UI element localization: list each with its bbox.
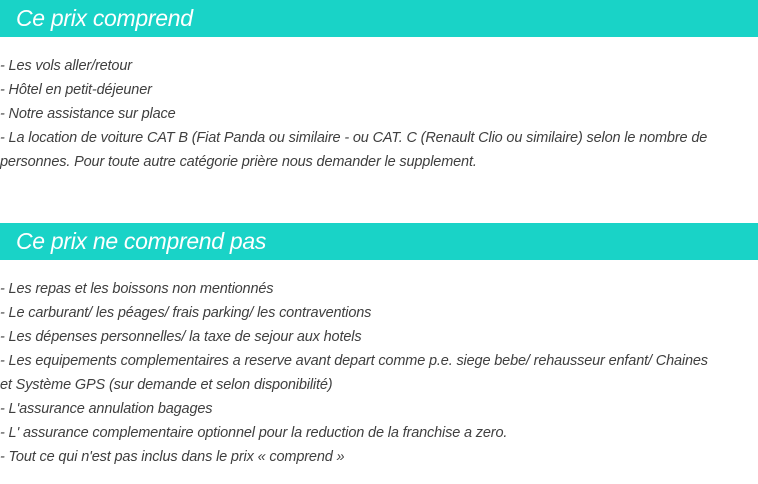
list-item: - Les dépenses personnelles/ la taxe de sejour aux hotels <box>0 329 362 345</box>
price-includes-section <box>0 0 758 174</box>
price-includes-list <box>0 54 758 174</box>
price-includes-title: Ce prix comprend <box>16 5 193 31</box>
list-item: - Les equipements complementaires a reserve avant depart comme p.e. siege bebe/ rehausseur enfant/ Chaines et Système GPS (sur demande et selon disponibilité) <box>0 353 708 393</box>
list-item: - Hôtel en petit-déjeuner <box>0 82 152 98</box>
list-item: - L' assurance complementaire optionnel pour la reduction de la franchise a zero. <box>0 425 508 441</box>
price-excludes-section <box>0 223 758 469</box>
list-item: - L'assurance annulation bagages <box>0 401 213 417</box>
list-item: - La location de voiture CAT B (Fiat Panda ou similaire - ou CAT. C (Renault Clio ou similaire) selon le nombre de personnes. Pour toute autre catégorie prière nous demander le supplement. <box>0 130 708 170</box>
price-excludes-header <box>0 223 758 260</box>
list-item: - Le carburant/ les péages/ frais parking/ les contraventions <box>0 305 372 321</box>
price-excludes-list <box>0 277 758 469</box>
list-item: - Tout ce qui n'est pas inclus dans le prix « comprend » <box>0 449 345 465</box>
list-item: - Notre assistance sur place <box>0 106 176 122</box>
price-excludes-title: Ce prix ne comprend pas <box>16 228 267 254</box>
list-item: - Les repas et les boissons non mentionnés <box>0 281 274 297</box>
list-item: - Les vols aller/retour <box>0 58 132 74</box>
price-includes-header <box>0 0 758 37</box>
